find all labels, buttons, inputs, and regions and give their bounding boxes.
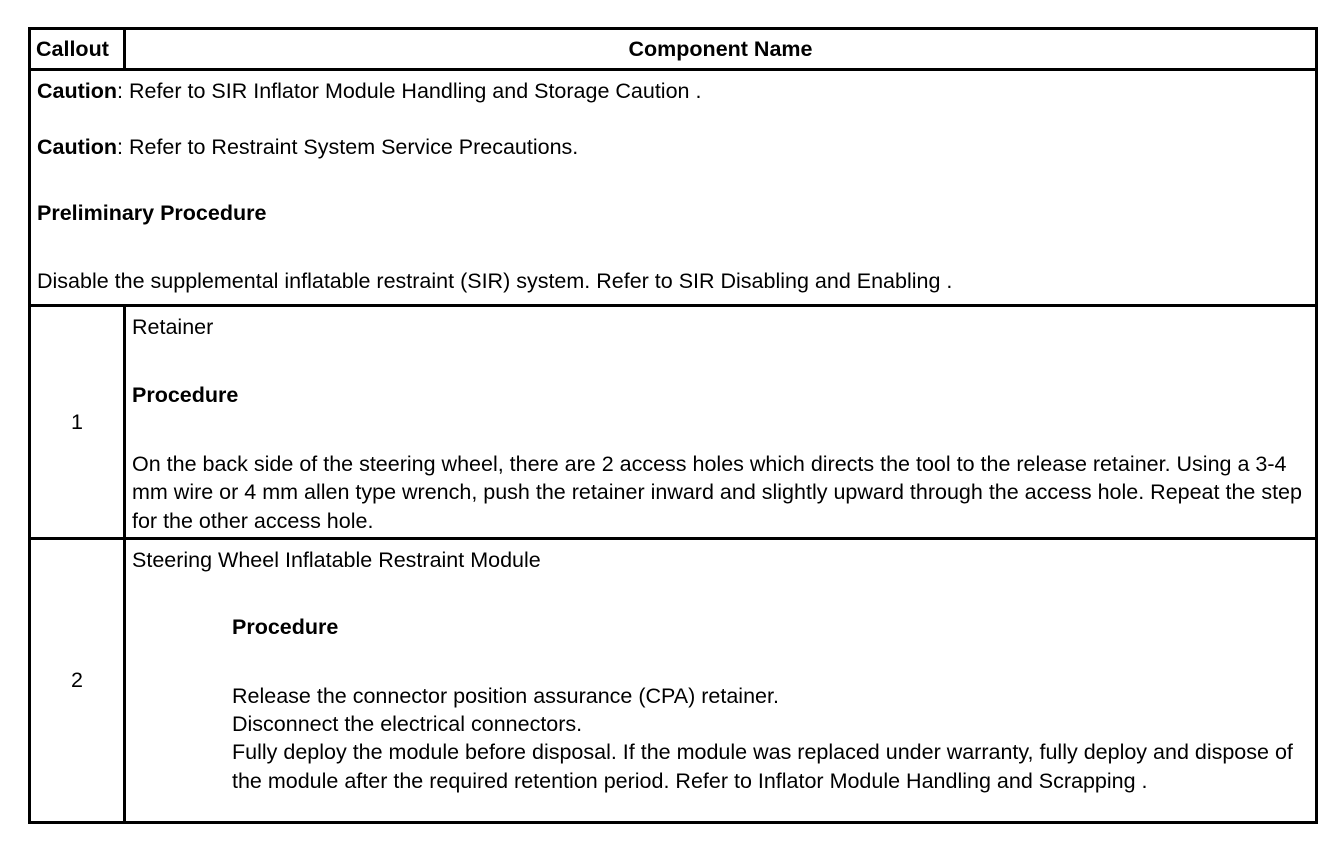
table-header-row [30,29,1317,70]
procedure-title: Procedure [132,383,239,408]
header-callout: Callout [30,29,125,70]
caution-2-label: Caution [37,135,118,160]
callout-number: 2 [30,538,125,822]
header-component-name: Component Name [125,29,1317,70]
intro-row [30,70,1317,306]
table-row [30,538,1317,822]
intro-cell [30,70,1317,306]
procedure-title: Procedure [232,615,339,640]
step-cell [125,538,1317,822]
callout-number: 1 [30,306,125,539]
procedure-text: On the back side of the steering wheel, there are 2 access holes which directs the tool to the release retainer. Using a 3-4 mm wire or 4 mm allen type wrench, push the retainer inward and slightly upward through the access hole. Repeat the step for the other access hole. [132,451,1302,533]
caution-1-text: : Refer to SIR Inflator Module Handling and Storage Caution . [117,79,702,103]
step-cell [125,306,1317,539]
preliminary-title: Preliminary Procedure [37,200,267,225]
caution-2 [37,133,1310,161]
caution-1-label: Caution [37,79,118,103]
table-row [30,306,1317,539]
disable-text: Disable the supplemental inflatable restraint (SIR) system. Refer to SIR Disabling and Enabling . [37,269,953,294]
procedure-line: Release the connector position assurance (CPA) retainer. [232,683,779,708]
procedure-table [28,27,1318,824]
procedure-line: Fully deploy the module before disposal. If the module was replaced under warranty, fully deploy and dispose of the module after the required retention period. Refer to Inflator Module Handling and Scrapping . [232,740,1293,793]
procedure-line: Disconnect the electrical connectors. [232,712,583,736]
caution-2-text: : Refer to Restraint System Service Precautions. [117,135,579,160]
component-name: Steering Wheel Inflatable Restraint Module [132,547,541,572]
component-name: Retainer [132,315,214,339]
caution-1 [37,77,1310,105]
